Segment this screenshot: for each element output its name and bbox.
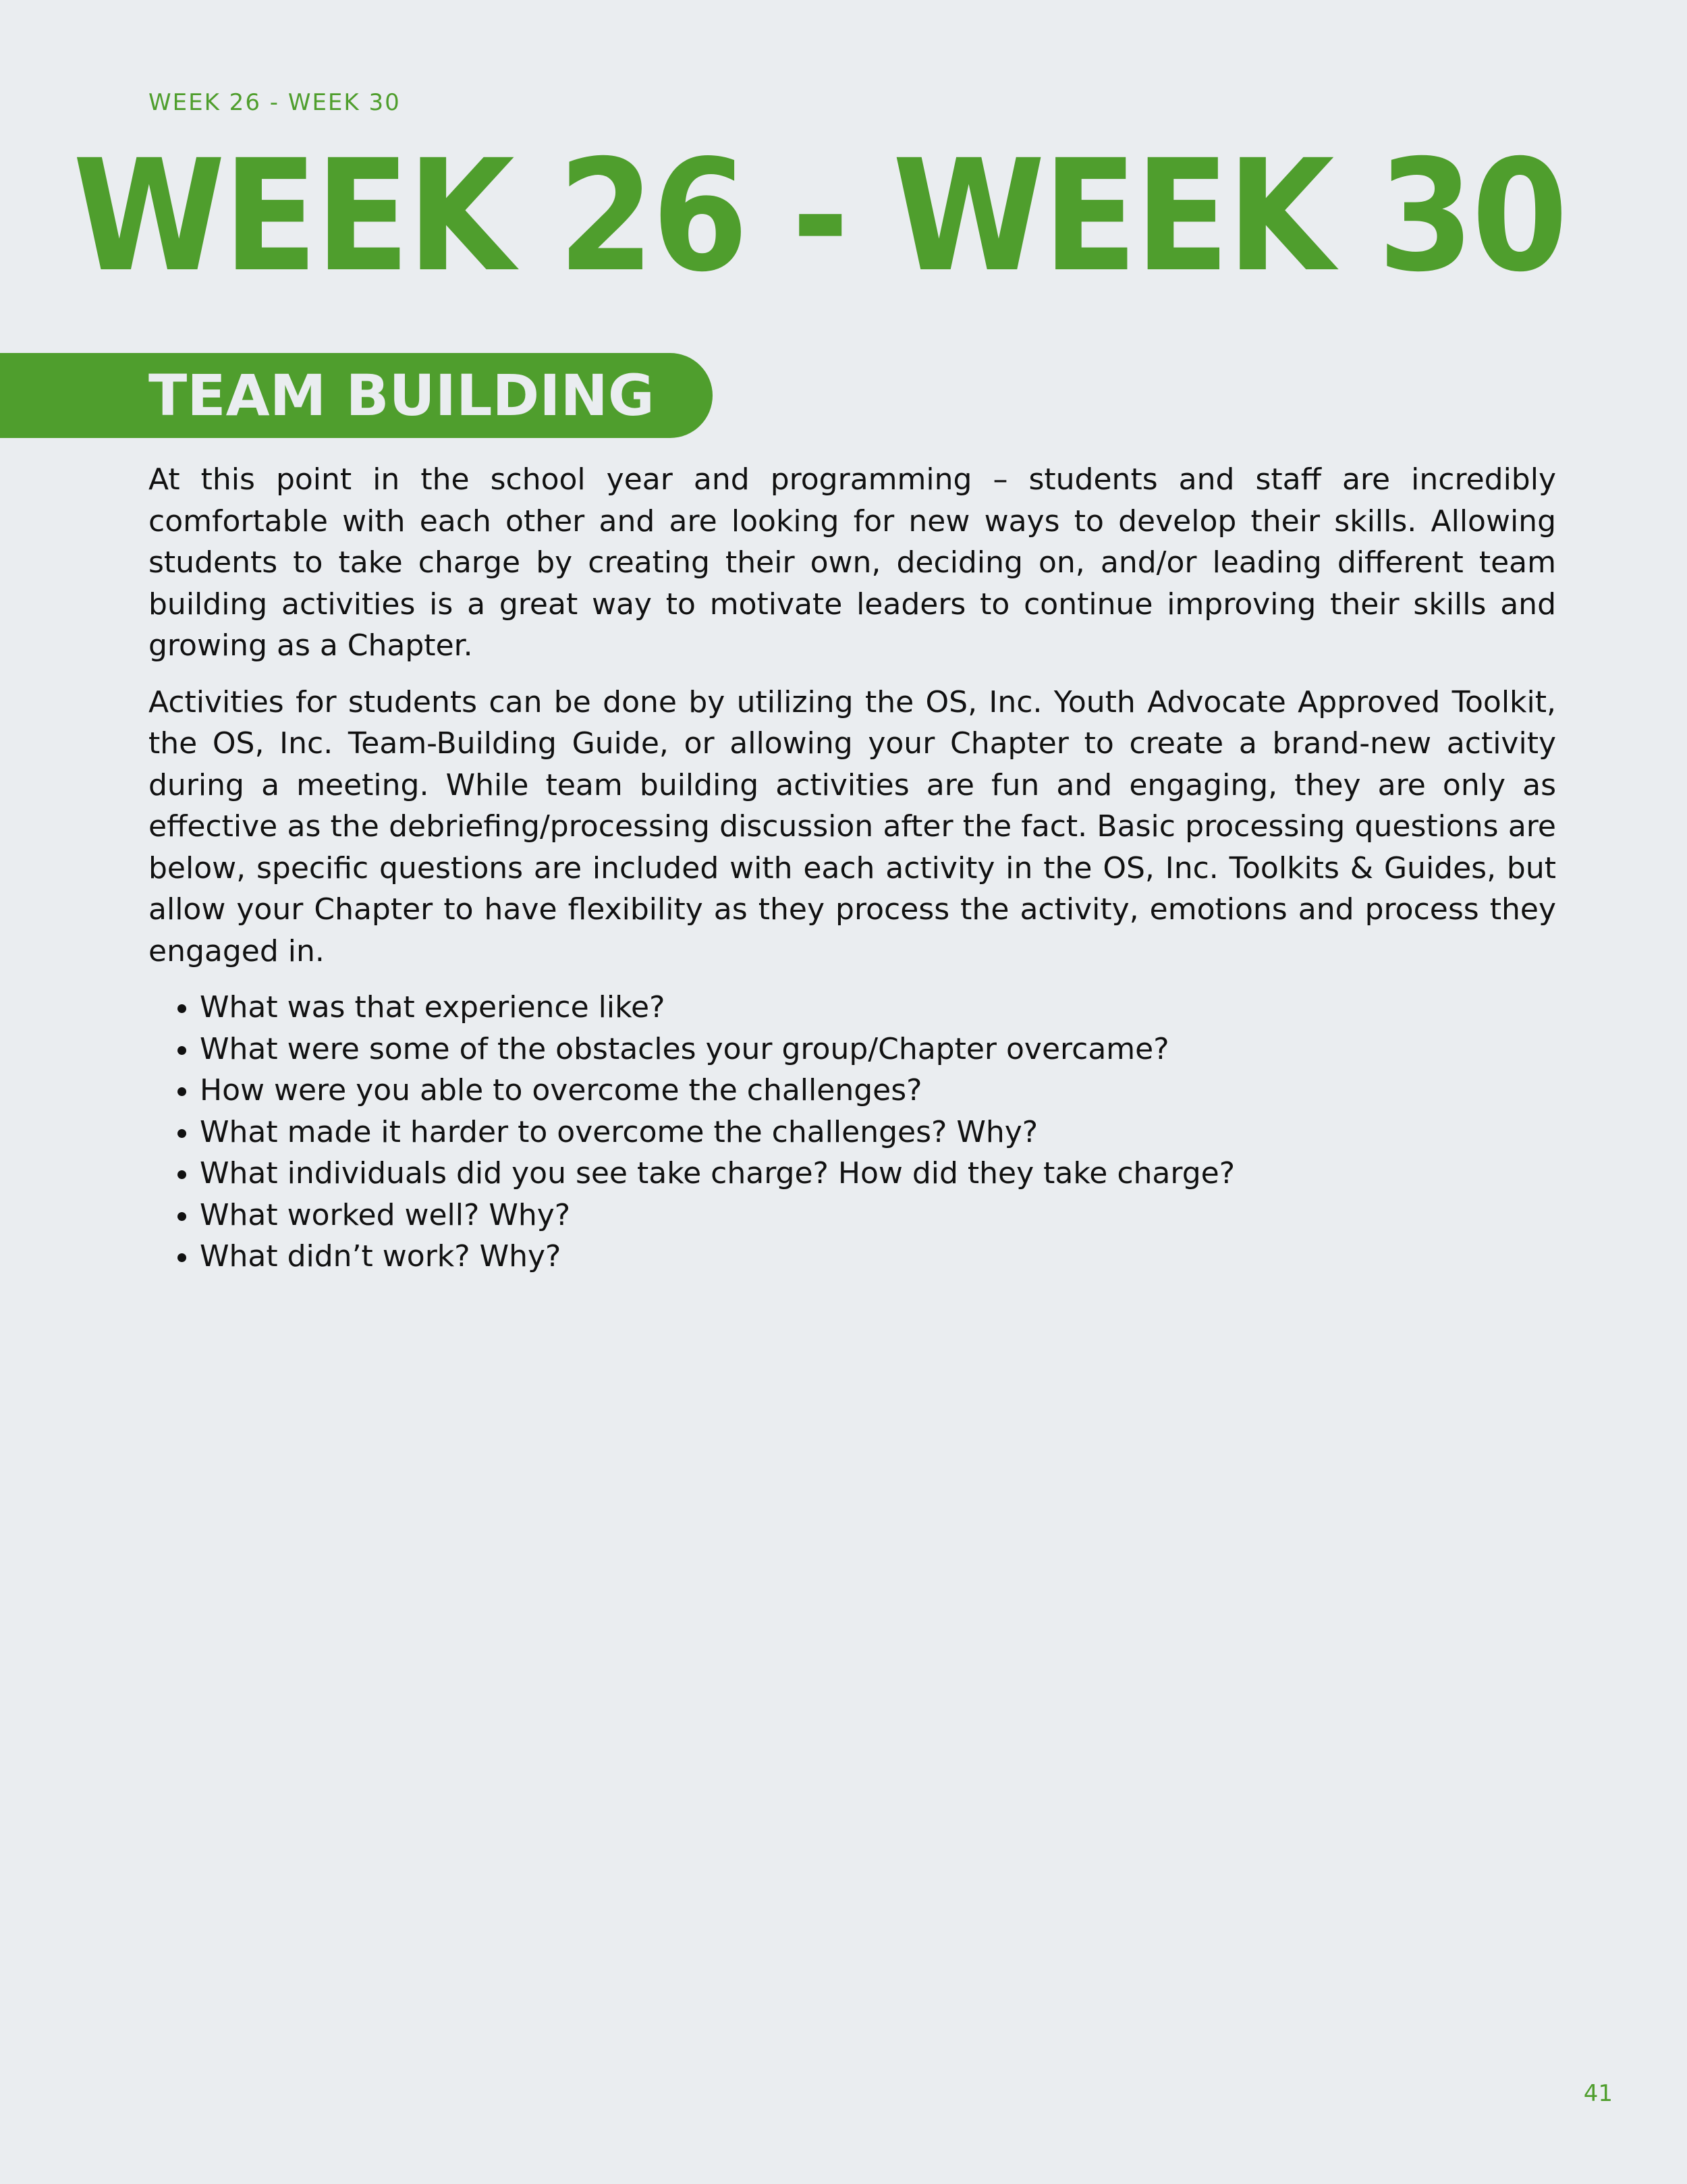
question-list [148,987,1556,1278]
list-item: • What individuals did you see take charge? How did they take charge? [200,1153,1556,1195]
list-item: • What made it harder to overcome the challenges? Why? [200,1112,1556,1153]
list-item: • What worked well? Why? [200,1195,1556,1236]
list-item: • What were some of the obstacles your group/Chapter overcame? [200,1029,1556,1070]
section-heading: TEAM BUILDING [148,362,655,429]
paragraph: At this point in the school year and programming – students and staff are incredibly comfortable with each other and are looking for new ways to develop their skills. Allowing students to take charge by creating their own, deciding on, and/or leading different team building activities is a great way to motivate leaders to continue improving their skills and growing as a Chapter. [148,462,1556,663]
list-item: • How were you able to overcome the challenges? [200,1070,1556,1112]
section-banner [0,353,713,438]
paragraph: Activities for students can be done by utilizing the OS, Inc. Youth Advocate Approved Toolkit, the OS, Inc. Team-Building Guide, or allowing your Chapter to create a brand-new activity during a meeting. While team building activities are fun and engaging, they are only as effective as the debriefing/processing discussion after the fact. Basic processing questions are below, specific questions are included with each activity in the OS, Inc. Toolkits & Guides, but allow your Chapter to have flexibility as they process the activity, emotions and process they engaged in. [148,684,1556,968]
list-item: • What didn’t work? Why? [200,1236,1556,1278]
list-item: • What was that experience like? [200,987,1556,1029]
page-number: 41 [1583,2080,1613,2107]
section-body [148,459,1556,1278]
page-title: WEEK 26 - WEEK 30 [72,126,1566,306]
running-header: WEEK 26 - WEEK 30 [148,89,401,116]
